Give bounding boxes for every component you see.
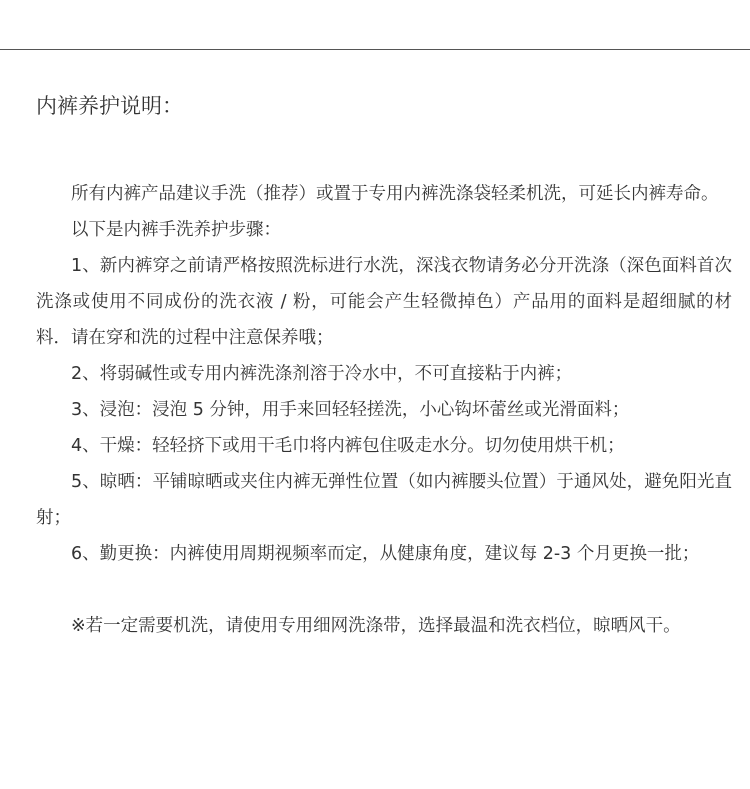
steps-heading: 以下是内裤手洗养护步骤： xyxy=(71,220,281,240)
step-2: 2、将弱碱性或专用内裤洗涤剂溶于冷水中，不可直接粘于内裤； xyxy=(71,364,573,384)
step-3: 3、浸泡：浸泡 5 分钟，用手来回轻轻搓洗，小心钩坏蕾丝或光滑面料； xyxy=(71,400,630,420)
step-1: 1、新内裤穿之前请严格按照洗标进行水洗，深浅衣物请务必分开洗涤（深色面料首次洗涤或使用不同成份的洗衣液 / 粉，可能会产生轻微掉色）产品用的面料是超细腻的材料．请在穿和洗的过程中注意保养哦； xyxy=(36,256,732,348)
step-5: 5、晾晒：平铺晾晒或夹住内裤无弹性位置（如内裤腰头位置）于通风处，避免阳光直射； xyxy=(36,472,732,528)
step-6: 6、勤更换：内裤使用周期视频率而定，从健康角度，建议每 2-3 个月更换一批； xyxy=(71,544,700,564)
intro-paragraph: 所有内裤产品建议手洗（推荐）或置于专用内裤洗涤袋轻柔机洗，可延长内裤寿命。 xyxy=(71,184,719,204)
machine-wash-note: ※若一定需要机洗，请使用专用细网洗涤带，选择最温和洗衣档位，晾晒风干。 xyxy=(71,616,681,636)
top-divider xyxy=(0,49,750,50)
step-4: 4、干燥：轻轻挤下或用干毛巾将内裤包住吸走水分。切勿使用烘干机； xyxy=(71,436,625,456)
care-instructions xyxy=(36,176,732,644)
page-title: 内裤养护说明： xyxy=(36,94,183,118)
